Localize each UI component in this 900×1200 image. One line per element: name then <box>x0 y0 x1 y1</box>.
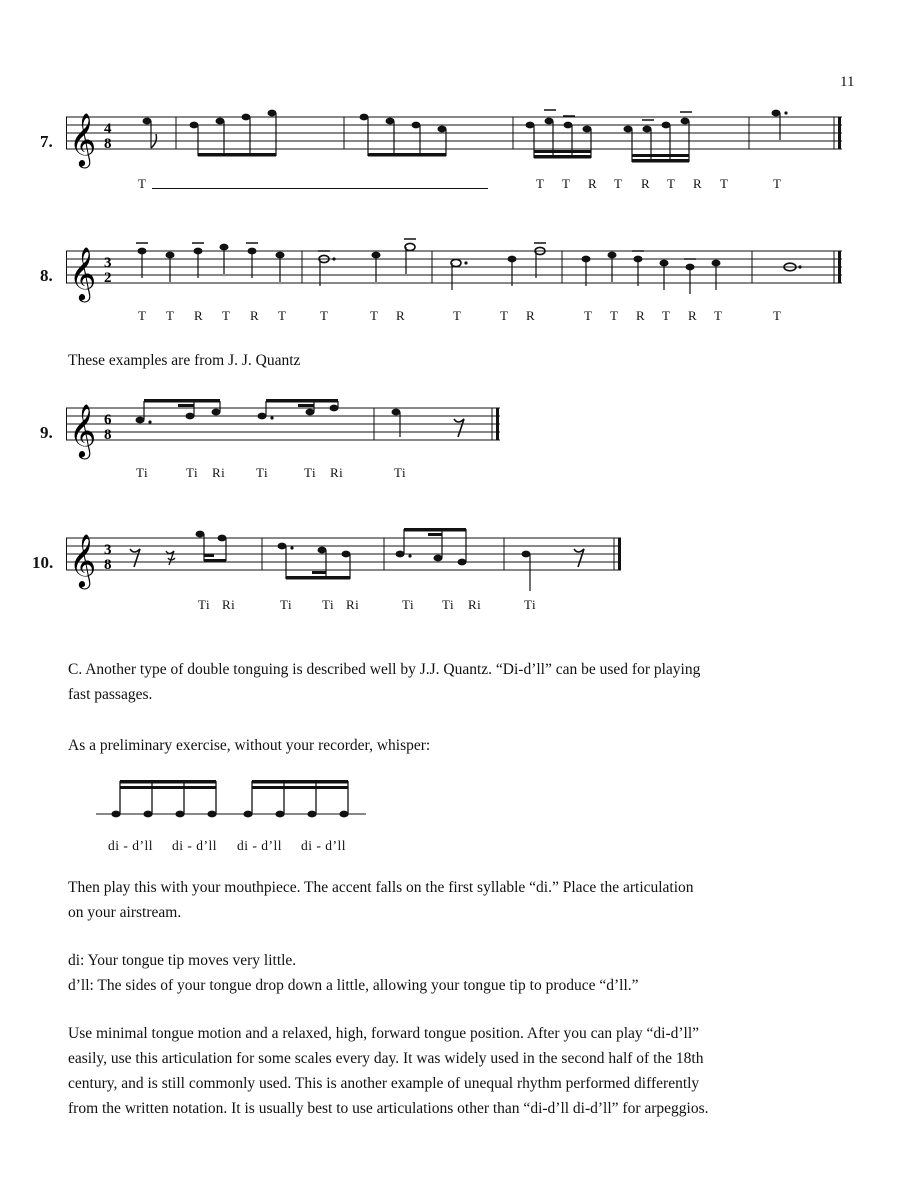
syllable: T <box>222 308 231 323</box>
syllable: T <box>667 176 676 191</box>
syllable: Ti <box>198 597 211 612</box>
page-number: 11 <box>840 74 855 90</box>
example-number-8: 8. <box>40 266 53 285</box>
syllable: Ti <box>280 597 293 612</box>
syllable: Ti <box>186 465 199 480</box>
example-number-9: 9. <box>40 423 53 442</box>
syllable: R <box>641 176 651 191</box>
syllable: R <box>588 176 598 191</box>
music-staff-example-9 <box>66 391 506 471</box>
syllable: T <box>370 308 379 323</box>
syllable: T <box>138 176 147 191</box>
articulation-definitions <box>68 948 828 998</box>
syllable: R <box>526 308 536 323</box>
rhythm-syllable: di - d’ll <box>108 838 153 853</box>
syllable: T <box>320 308 329 323</box>
dll-definition: d’ll: The sides of your tongue drop down a little, allowing your tongue tip to produce “d’ll.” <box>68 977 639 994</box>
syllable: T <box>610 308 619 323</box>
music-staff-example-7 <box>66 100 846 180</box>
syllable: T <box>562 176 571 191</box>
syllable: Ti <box>256 465 269 480</box>
rhythm-syllable: di - d’ll <box>237 838 282 853</box>
syllable: Ti <box>394 465 407 480</box>
syllable: Ri <box>468 597 482 612</box>
syllable: R <box>250 308 260 323</box>
syllable: Ti <box>402 597 415 612</box>
di-definition: di: Your tongue tip moves very little. <box>68 952 297 969</box>
syllable: Ri <box>222 597 236 612</box>
syllable: R <box>636 308 646 323</box>
text-line: Then play this with your mouthpiece. The accent falls on the first syllable “di.” Place the articulation <box>68 879 694 896</box>
syllable: R <box>396 308 406 323</box>
syllable: T <box>166 308 175 323</box>
svg-text:𝄞: 𝄞 <box>69 112 97 166</box>
syllable: Ti <box>442 597 455 612</box>
example-number-7: 7. <box>40 132 53 151</box>
svg-text:𝄞: 𝄞 <box>69 533 97 587</box>
syllable: T <box>500 308 509 323</box>
music-staff-example-10 <box>66 521 626 601</box>
syllable: T <box>773 176 782 191</box>
text-line: Use minimal tongue motion and a relaxed, high, forward tongue position. After you can play “di-d’ll” <box>68 1025 700 1042</box>
syllable: T <box>614 176 623 191</box>
quantz-attribution: These examples are from J. J. Quantz <box>68 352 301 369</box>
svg-text:3: 3 <box>104 542 112 558</box>
syllable: Ri <box>212 465 226 480</box>
syllable: R <box>693 176 703 191</box>
rhythm-exercise-diagram <box>96 775 376 825</box>
syllable: T <box>453 308 462 323</box>
syllable: T <box>536 176 545 191</box>
text-line: century, and is still commonly used. This is another example of unequal rhythm performed differently <box>68 1075 700 1092</box>
text-line: fast passages. <box>68 686 153 703</box>
syllable: T <box>278 308 287 323</box>
syllable: Ti <box>136 465 149 480</box>
syllable: T <box>662 308 671 323</box>
syllable: Ti <box>304 465 317 480</box>
preliminary-instruction: As a preliminary exercise, without your recorder, whisper: <box>68 737 431 754</box>
rhythm-syllable: di - d’ll <box>301 838 346 853</box>
final-paragraph <box>68 1021 828 1121</box>
syllable: T <box>714 308 723 323</box>
music-staff-example-8 <box>66 234 846 314</box>
svg-text:6: 6 <box>104 412 112 428</box>
rhythm-syllable: di - d’ll <box>172 838 217 853</box>
svg-text:8: 8 <box>104 136 112 152</box>
syllable: T <box>584 308 593 323</box>
syllable: Ri <box>330 465 344 480</box>
syllable: Ri <box>346 597 360 612</box>
syllable: Ti <box>524 597 537 612</box>
svg-text:𝄞: 𝄞 <box>69 246 97 300</box>
example-number-10: 10. <box>32 553 54 572</box>
then-play-paragraph <box>68 875 828 925</box>
svg-text:3: 3 <box>104 255 112 271</box>
section-c-paragraph <box>68 657 828 707</box>
svg-text:𝄞: 𝄞 <box>69 403 97 457</box>
syllable: R <box>688 308 698 323</box>
text-line: on your airstream. <box>68 904 182 921</box>
syllable: T <box>720 176 729 191</box>
syllable: R <box>194 308 204 323</box>
svg-text:8: 8 <box>104 427 112 443</box>
syllable: T <box>138 308 147 323</box>
svg-text:4: 4 <box>104 121 112 137</box>
svg-text:8: 8 <box>104 557 112 573</box>
syllable: Ti <box>322 597 335 612</box>
text-line: C. Another type of double tonguing is described well by J.J. Quantz. “Di-d’ll” can be used for playing <box>68 661 701 678</box>
text-line: from the written notation. It is usually best to use articulations other than “di-d’ll di-d’ll” for arpeggios. <box>68 1100 709 1117</box>
text-line: easily, use this articulation for some scales every day. It was widely used in the second half of the 18th <box>68 1050 704 1067</box>
slur-line <box>152 188 488 189</box>
syllable: T <box>773 308 782 323</box>
svg-text:2: 2 <box>104 270 112 286</box>
